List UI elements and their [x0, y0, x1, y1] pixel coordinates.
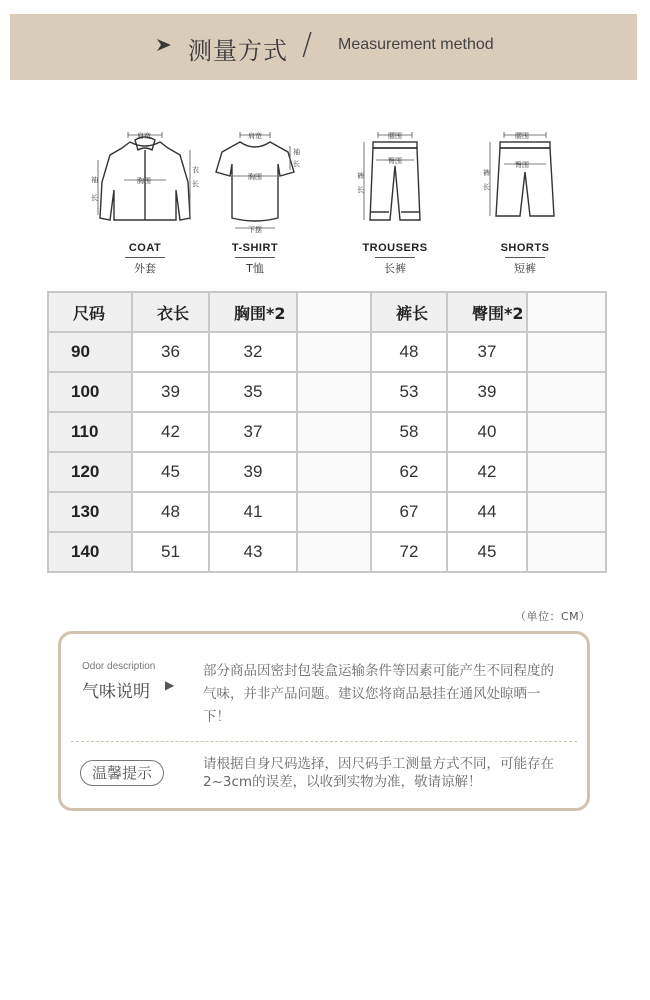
table-row: [48, 532, 606, 572]
header-separator: /: [302, 27, 313, 62]
dashed-divider: [71, 741, 577, 742]
cell-blank: [527, 492, 606, 532]
cell-pants-length: 58: [371, 412, 447, 452]
svg-text:胸围: 胸围: [248, 173, 262, 181]
svg-text:长: 长: [357, 186, 364, 194]
garment-name-cn: 长裤: [384, 262, 406, 275]
cell-blank: [527, 332, 606, 372]
table-row: [48, 372, 606, 412]
garment-name-cn: 短裤: [514, 262, 536, 275]
cell-size: 90: [48, 332, 132, 372]
shorts-icon: [470, 120, 580, 240]
tshirt-icon: [200, 120, 310, 240]
cell-top-length: 39: [132, 372, 209, 412]
garment-name-cn: 外套: [134, 262, 156, 275]
svg-text:长: 长: [192, 180, 199, 188]
cell-chest: 32: [209, 332, 297, 372]
header-chest: 胸围*2: [209, 292, 297, 332]
cell-blank: [297, 332, 371, 372]
header-blank: [527, 292, 606, 332]
table-row: [48, 332, 606, 372]
cell-blank: [527, 412, 606, 452]
svg-text:长: 长: [483, 183, 490, 191]
cell-chest: 35: [209, 372, 297, 412]
odor-title-cn: 气味说明: [82, 682, 150, 702]
cell-top-length: 36: [132, 332, 209, 372]
svg-text:裤: 裤: [483, 169, 490, 177]
cell-chest: 37: [209, 412, 297, 452]
table-row: [48, 412, 606, 452]
garment-coat: [90, 120, 200, 280]
tip-text: 请根据自身尺码选择，因尺码手工测量方式不同，可能存在2~3cm的误差，以收到实物为准，敬请谅解！: [203, 756, 554, 790]
cell-blank: [527, 372, 606, 412]
cell-chest: 39: [209, 452, 297, 492]
header-pants-length: 裤长: [371, 292, 447, 332]
arrow-right-icon: [156, 37, 172, 56]
cell-chest: 43: [209, 532, 297, 572]
notice-box: [58, 631, 590, 811]
garment-underline: [235, 257, 275, 258]
cell-pants-length: 72: [371, 532, 447, 572]
cell-blank: [297, 372, 371, 412]
cell-chest: 41: [209, 492, 297, 532]
play-arrow-icon: ▶: [165, 678, 175, 692]
size-table: [47, 291, 607, 573]
cell-size: 120: [48, 452, 132, 492]
cell-hip: 44: [447, 492, 527, 532]
cell-size: 110: [48, 412, 132, 452]
table-row: [48, 452, 606, 492]
cell-hip: 39: [447, 372, 527, 412]
svg-text:臀围: 臀围: [388, 157, 402, 165]
garment-name-en: T-SHIRT: [231, 242, 279, 254]
header-banner: [10, 14, 637, 80]
header-size: 尺码: [48, 292, 132, 332]
tip-label: 温馨提示: [80, 760, 164, 786]
garment-shorts: [470, 120, 580, 280]
cell-blank: [297, 452, 371, 492]
svg-text:长: 长: [293, 160, 300, 168]
header-hip: 臀围*2: [447, 292, 527, 332]
cell-size: 130: [48, 492, 132, 532]
cell-size: 140: [48, 532, 132, 572]
svg-text:袖: 袖: [293, 148, 300, 156]
cell-size: 100: [48, 372, 132, 412]
svg-text:袖: 袖: [91, 176, 98, 184]
svg-text:裤: 裤: [357, 172, 364, 180]
svg-text:腰围: 腰围: [388, 132, 402, 140]
cell-top-length: 51: [132, 532, 209, 572]
cell-blank: [297, 492, 371, 532]
cell-pants-length: 53: [371, 372, 447, 412]
svg-text:下摆: 下摆: [248, 226, 262, 234]
odor-description: 部分商品因密封包装盒运输条件等因素可能产生不同程度的气味，并非产品问题。建议您将商品悬挂在通风处晾晒一下！: [203, 663, 554, 725]
cell-hip: 45: [447, 532, 527, 572]
odor-title-en: Odor description: [82, 661, 156, 672]
header-blank: [297, 292, 371, 332]
svg-text:长: 长: [91, 194, 98, 202]
cell-blank: [297, 532, 371, 572]
cell-pants-length: 48: [371, 332, 447, 372]
garment-name-cn: T恤: [246, 262, 264, 275]
cell-hip: 42: [447, 452, 527, 492]
cell-top-length: 48: [132, 492, 209, 532]
cell-pants-length: 62: [371, 452, 447, 492]
cell-blank: [527, 532, 606, 572]
garment-underline: [125, 257, 165, 258]
cell-top-length: 42: [132, 412, 209, 452]
garment-name-en: TROUSERS: [362, 242, 428, 254]
svg-text:肩宽: 肩宽: [248, 132, 262, 140]
header-top-length: 衣长: [132, 292, 209, 332]
garment-name-en: SHORTS: [500, 242, 550, 254]
unit-note: （单位：CM）: [515, 610, 591, 623]
cell-hip: 40: [447, 412, 527, 452]
header-title-cn: 测量方式: [188, 37, 288, 65]
garment-tshirt: [200, 120, 310, 280]
cell-top-length: 45: [132, 452, 209, 492]
table-row: [48, 492, 606, 532]
trousers-icon: [340, 120, 450, 240]
garment-underline: [375, 257, 415, 258]
svg-text:腰围: 腰围: [515, 132, 529, 140]
svg-text:肩宽: 肩宽: [137, 132, 151, 140]
svg-text:臀围: 臀围: [515, 161, 529, 169]
svg-text:衣: 衣: [192, 166, 199, 174]
garment-name-en: COAT: [128, 242, 162, 254]
garment-underline: [505, 257, 545, 258]
cell-blank: [297, 412, 371, 452]
svg-text:胸围: 胸围: [137, 177, 151, 185]
cell-pants-length: 67: [371, 492, 447, 532]
header-title-en: Measurement method: [338, 36, 494, 53]
coat-icon: [90, 120, 200, 240]
cell-hip: 37: [447, 332, 527, 372]
table-header-row: [48, 292, 606, 332]
cell-blank: [527, 452, 606, 492]
garment-trousers: [340, 120, 450, 280]
